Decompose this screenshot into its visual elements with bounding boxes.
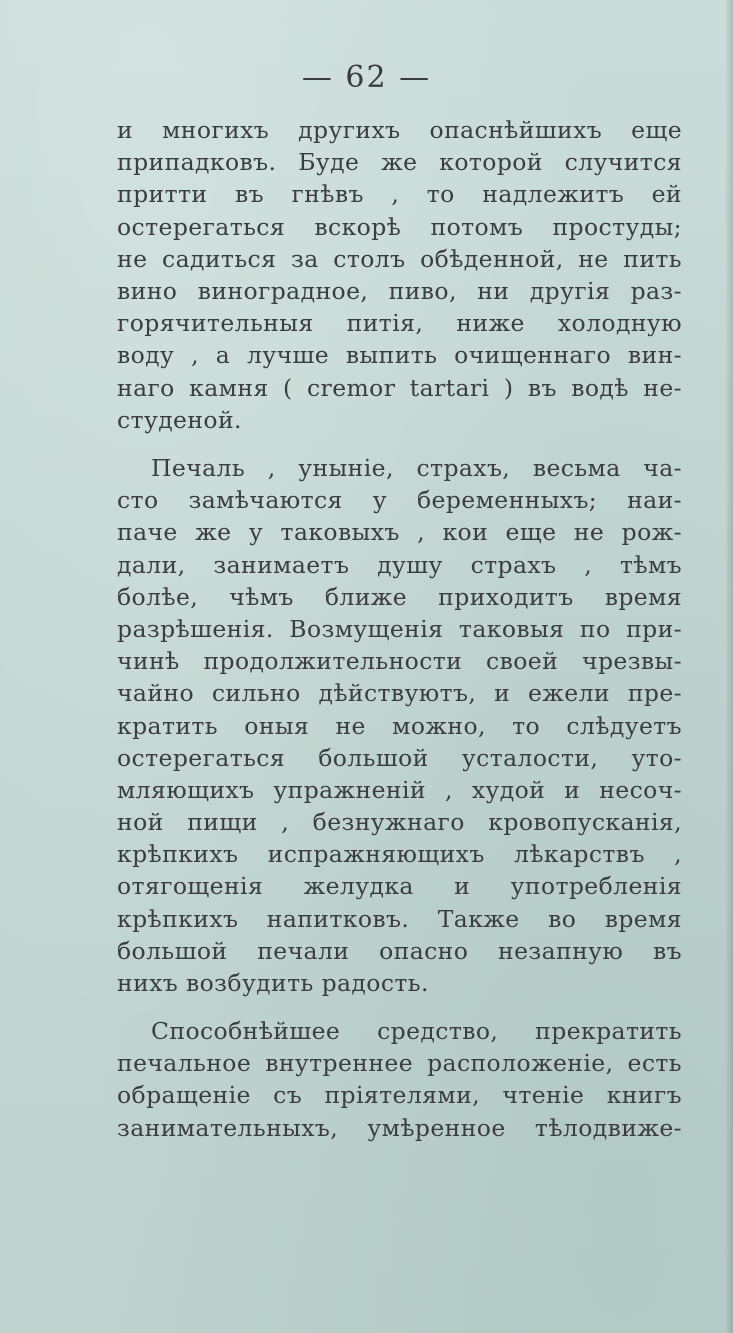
text-line: вино виноградное, пиво, ни другія раз-: [117, 276, 682, 305]
text-line: и многихъ другихъ опаснѣйшихъ еще: [117, 116, 682, 144]
text-line: мляющихъ упражненій , худой и несоч-: [117, 775, 682, 804]
text-line: чинѣ продолжительности своей чрезвы-: [117, 647, 682, 676]
text-line: кратить оныя не можно, то слѣдуетъ: [117, 711, 682, 740]
text-line: отягощенія желудка и употребленія: [117, 872, 682, 901]
text-line: горячительныя питія, ниже холодную: [117, 309, 682, 338]
text-line: Печаль , уныніе, страхъ, весьма ча-: [151, 454, 682, 482]
text-line: воду , а лучше выпить очищеннаго вин-: [117, 341, 682, 370]
text-line: не садиться за столъ обѣденной, не пить: [117, 244, 682, 273]
text-line: сто замѣчаются у беременныхъ; наи-: [117, 486, 682, 515]
text-line: крѣпкихъ напитковъ. Также во время: [117, 904, 682, 933]
text-line: занимательныхъ, умѣренное тѣлодвиже-: [117, 1113, 682, 1142]
text-line: обращеніе съ пріятелями, чтеніе книгъ: [117, 1081, 682, 1110]
text-line: большой печали опасно незапную въ: [117, 936, 682, 965]
text-line: припадковъ. Буде же которой случится: [117, 148, 682, 177]
text-line: болѣе, чѣмъ ближе приходитъ время: [117, 582, 682, 611]
text-line: студеной.: [117, 405, 242, 434]
text-line: нихъ возбудить радость.: [117, 969, 429, 997]
text-line: Способнѣйшее средство, прекратить: [151, 1017, 682, 1045]
paragraph-3: [117, 1015, 682, 1144]
text-line: чайно сильно дѣйствуютъ, и ежели пре-: [117, 679, 682, 708]
paragraph-1: [117, 114, 682, 436]
page-number: — 62 —: [301, 60, 432, 95]
text-line: дали, занимаетъ душу страхъ , тѣмъ: [117, 550, 682, 579]
text-line: печальное внутреннее расположеніе, есть: [117, 1049, 682, 1078]
text-line: притти въ гнѣвъ , то надлежитъ ей: [117, 180, 682, 209]
paragraph-2: [117, 452, 682, 999]
text-line: ной пищи , безнужнаго кровопусканія,: [117, 808, 682, 837]
text-line: остерегаться большой усталости, уто-: [117, 743, 682, 772]
text-line: наго камня ( cremor tartari ) въ водѣ не-: [117, 373, 682, 402]
text-line: остерегаться вскорѣ потомъ простуды;: [117, 212, 682, 241]
text-line: разрѣшенія. Возмущенія таковыя по при-: [117, 614, 682, 643]
text-line: крѣпкихъ испражняющихъ лѣкарствъ ,: [117, 840, 682, 869]
page-edge-shadow: [725, 0, 733, 1333]
text-line: паче же у таковыхъ , кои еще не рож-: [117, 518, 682, 547]
